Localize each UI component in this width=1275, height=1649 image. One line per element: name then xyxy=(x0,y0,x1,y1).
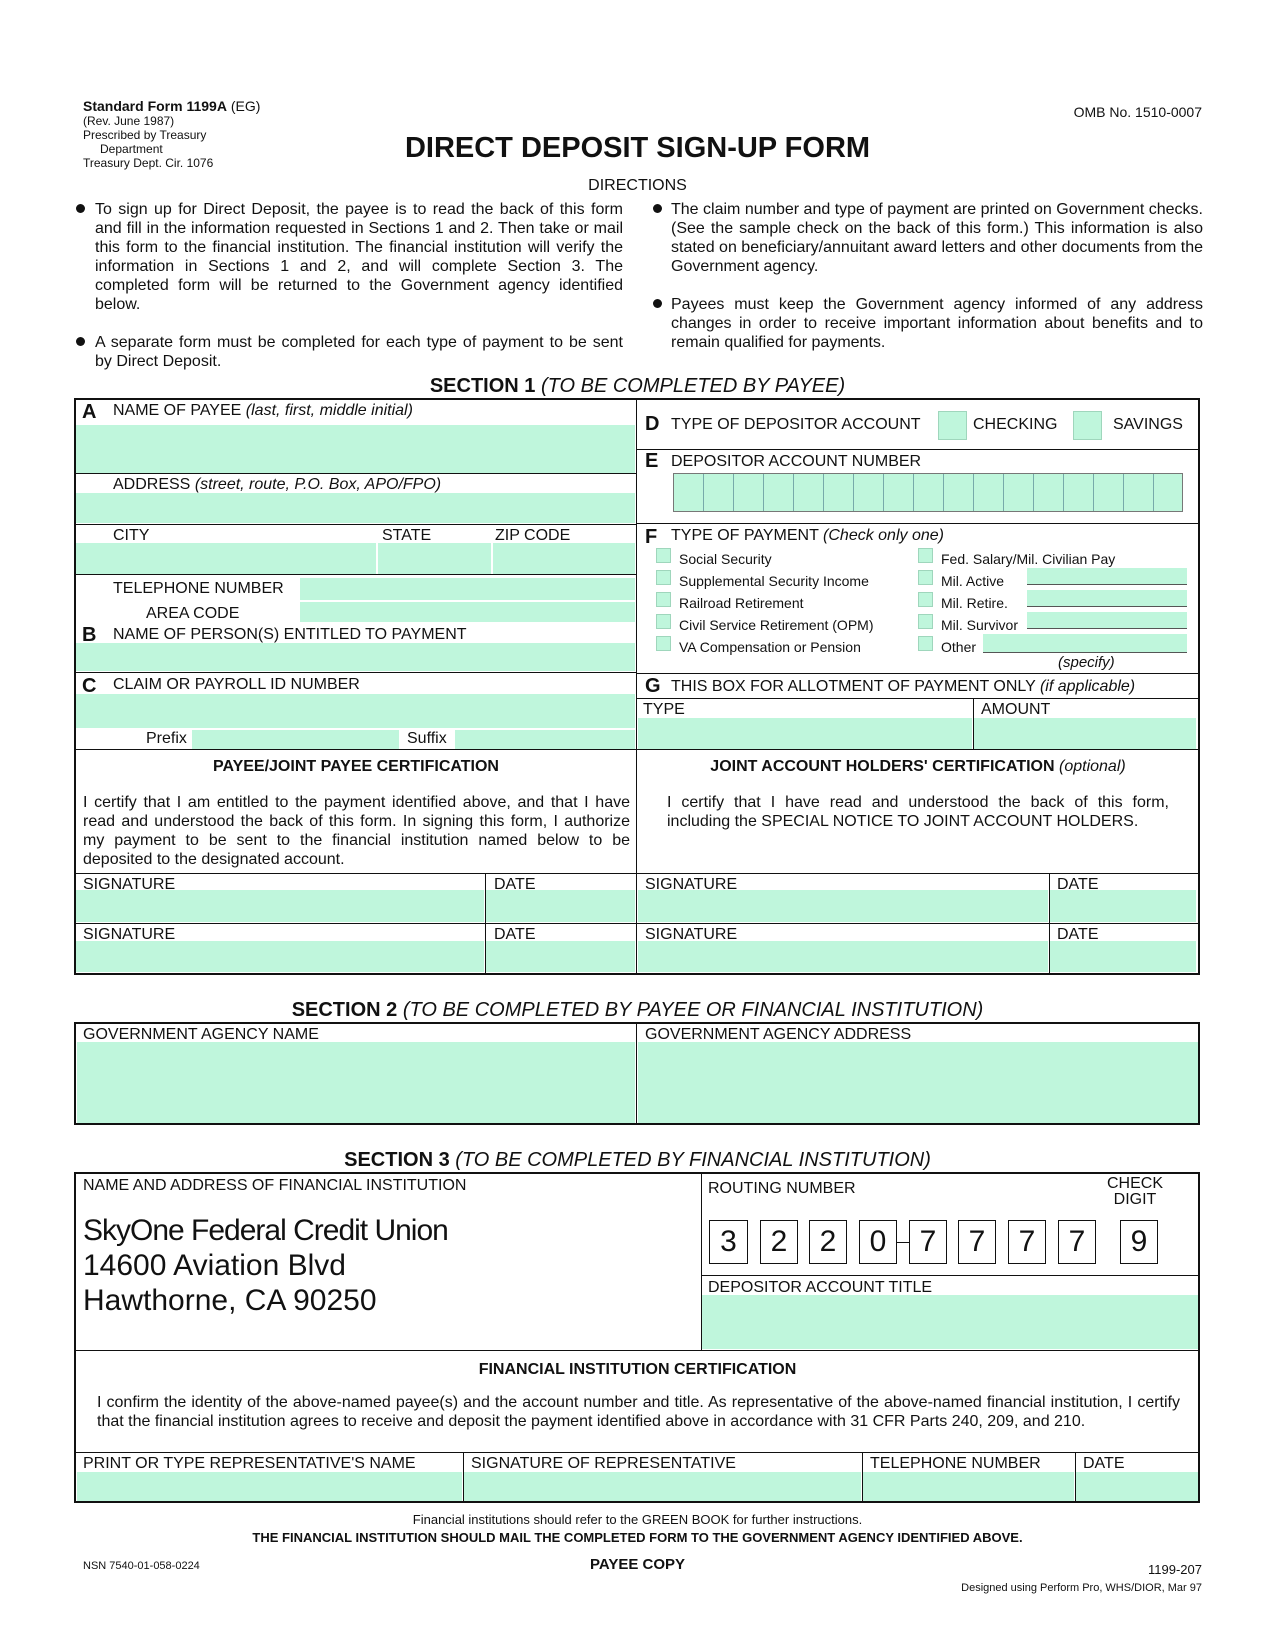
telephone-label: TELEPHONE NUMBER xyxy=(113,580,284,597)
area-code-field[interactable] xyxy=(300,602,635,622)
payment-option: Civil Service Retirement (OPM) xyxy=(679,617,874,633)
prefix-label: Prefix xyxy=(146,730,187,747)
direction-text: The claim number and type of payment are printed on Government checks. (See the sample check on the back of this form.) This information is also stated on beneficiary/annuitant award letters and other documents from the Government agency. xyxy=(671,201,1203,275)
mil-retire-field[interactable] xyxy=(1027,590,1187,606)
section-2-heading: SECTION 2 (TO BE COMPLETED BY PAYEE OR FINANCIAL INSTITUTION) xyxy=(291,999,984,1021)
rep-date-field[interactable] xyxy=(1076,1472,1198,1502)
section-letter: B xyxy=(82,624,97,646)
checking-label: CHECKING xyxy=(973,416,1058,433)
section-letter: E xyxy=(645,450,659,472)
form-number: 1199-207 xyxy=(1148,1562,1202,1577)
prefix-field[interactable] xyxy=(192,730,399,750)
form-revision: (Rev. June 1987) xyxy=(83,114,175,128)
section-letter: G xyxy=(645,675,661,697)
payment-option: Mil. Active xyxy=(941,573,1005,589)
routing-digit: 7 xyxy=(1008,1220,1046,1264)
mil-survivor-field[interactable] xyxy=(1027,612,1187,628)
payee-cert-text: I certify that I am entitled to the payment identified above, and that I have read and understood the back of this form. In signing this form, I authorize my payment to be sent to the financial institution named below to be deposited to the designated account. xyxy=(83,794,630,868)
section-letter: A xyxy=(82,401,97,423)
city-label: CITY xyxy=(113,527,150,544)
bullet-icon xyxy=(653,299,662,308)
bullet-icon xyxy=(76,204,85,213)
payment-checkbox[interactable] xyxy=(918,548,933,563)
green-book-note: Financial institutions should refer to the GREEN BOOK for further instructions. xyxy=(412,1512,863,1527)
date-field[interactable] xyxy=(486,890,635,922)
allotment-type-label: TYPE xyxy=(643,701,685,718)
zip-field[interactable] xyxy=(493,543,635,575)
claim-label: CLAIM OR PAYROLL ID NUMBER xyxy=(113,676,360,693)
section-3-heading: SECTION 3 (TO BE COMPLETED BY FINANCIAL INSTITUTION) xyxy=(344,1149,931,1171)
date-label: DATE xyxy=(1057,876,1099,893)
agency-address-label: GOVERNMENT AGENCY ADDRESS xyxy=(645,1026,912,1043)
treasury-circular: Treasury Dept. Cir. 1076 xyxy=(83,156,214,170)
omb-number: OMB No. 1510-0007 xyxy=(1073,104,1202,120)
routing-digit: 2 xyxy=(760,1220,798,1264)
directions-heading: DIRECTIONS xyxy=(588,177,687,194)
section-letter: F xyxy=(645,526,658,548)
direction-text: A separate form must be completed for each type of payment to be sent by Direct Deposit. xyxy=(95,334,623,370)
payment-option: Mil. Retire. xyxy=(941,595,1008,611)
signature-field[interactable] xyxy=(638,890,1048,922)
payee-name-label: NAME OF PAYEE (last, first, middle initial) xyxy=(113,402,413,419)
allotment-amount-field[interactable] xyxy=(974,718,1196,750)
payment-option: Mil. Survivor xyxy=(941,617,1019,633)
signature-field[interactable] xyxy=(76,890,484,922)
suffix-field[interactable] xyxy=(455,730,635,750)
routing-digit: 3 xyxy=(709,1220,748,1264)
date-field[interactable] xyxy=(1050,890,1196,922)
direction-text: Payees must keep the Government agency informed of any address changes in order to receive important information about benefits and to remain qualified for payments. xyxy=(671,296,1203,351)
payment-checkbox[interactable] xyxy=(656,614,671,629)
fi-street: 14600 Aviation Blvd xyxy=(83,1249,346,1282)
routing-label: ROUTING NUMBER xyxy=(708,1180,856,1197)
payee-cert-title: PAYEE/JOINT PAYEE CERTIFICATION xyxy=(213,758,499,775)
fi-cert-title: FINANCIAL INSTITUTION CERTIFICATION xyxy=(478,1361,797,1378)
joint-cert-title: JOINT ACCOUNT HOLDERS' CERTIFICATION (optional) xyxy=(710,758,1126,775)
rep-date-label: DATE xyxy=(1083,1455,1125,1472)
form-name: Standard Form 1199A xyxy=(83,98,227,114)
signature-field[interactable] xyxy=(76,941,484,972)
check-digit: 9 xyxy=(1120,1220,1158,1264)
payment-checkbox[interactable] xyxy=(918,570,933,585)
routing-digit: 0 xyxy=(859,1220,897,1264)
suffix-label: Suffix xyxy=(407,730,447,747)
designed-note: Designed using Perform Pro, WHS/DIOR, Mar 97 xyxy=(961,1582,1202,1594)
section-letter: D xyxy=(645,413,660,435)
entitled-label: NAME OF PERSON(S) ENTITLED TO PAYMENT xyxy=(113,626,467,643)
account-title-field[interactable] xyxy=(702,1295,1198,1349)
payee-copy-label: PAYEE COPY xyxy=(589,1556,686,1573)
payment-option: Other xyxy=(941,639,977,655)
state-field[interactable] xyxy=(378,543,491,575)
payment-checkbox[interactable] xyxy=(656,570,671,585)
city-field[interactable] xyxy=(76,543,376,575)
date-label: DATE xyxy=(1057,926,1099,943)
agency-name-label: GOVERNMENT AGENCY NAME xyxy=(83,1026,319,1043)
prescribed-line-1: Prescribed by Treasury xyxy=(83,128,207,142)
payment-option: Social Security xyxy=(679,551,772,567)
rep-phone-field[interactable] xyxy=(863,1472,1074,1502)
date-label: DATE xyxy=(494,926,536,943)
rep-signature-field[interactable] xyxy=(464,1472,861,1502)
joint-cert-text: I certify that I have read and understood the back of this form, including the SPECIAL NOTICE TO JOINT ACCOUNT HOLDERS. xyxy=(667,794,1169,830)
zip-label: ZIP CODE xyxy=(495,527,571,544)
payment-checkbox[interactable] xyxy=(918,636,933,651)
agency-name-field[interactable] xyxy=(77,1042,635,1123)
payment-option: Railroad Retirement xyxy=(679,595,804,611)
allotment-label: THIS BOX FOR ALLOTMENT OF PAYMENT ONLY (if applicable) xyxy=(671,678,1136,695)
payment-option: Fed. Salary/Mil. Civilian Pay xyxy=(941,551,1116,567)
account-number-label: DEPOSITOR ACCOUNT NUMBER xyxy=(671,453,922,470)
fi-cert-text: I confirm the identity of the above-named payee(s) and the account number and title. As representative of the above-named financial institution, I certify that the financial institution agrees to receive and deposit the payment identified above in accordance with 31 CFR Parts 240, 209, and 210. xyxy=(97,1394,1180,1430)
direction-text: To sign up for Direct Deposit, the payee is to read the back of this form and fill in the information requested in Sections 1 and 2. Then take or mail this form to the financial institution. The financial institution will verify the information in Sections 1 and 2, and will complete Section 3. The completed form will be returned to the Government agency identified below. xyxy=(95,201,623,313)
mail-notice: THE FINANCIAL INSTITUTION SHOULD MAIL THE COMPLETED FORM TO THE GOVERNMENT AGENCY IDENTIFIED ABOVE. xyxy=(252,1530,1023,1545)
routing-digit: 7 xyxy=(1058,1220,1096,1264)
rep-phone-label: TELEPHONE NUMBER xyxy=(870,1455,1041,1472)
date-field[interactable] xyxy=(1050,941,1196,972)
account-title-label: DEPOSITOR ACCOUNT TITLE xyxy=(708,1279,933,1296)
savings-label: SAVINGS xyxy=(1113,416,1183,433)
allotment-type-field[interactable] xyxy=(638,718,972,750)
payment-checkbox[interactable] xyxy=(918,614,933,629)
signature-label: SIGNATURE xyxy=(83,876,176,893)
checking-checkbox[interactable] xyxy=(938,411,967,440)
savings-checkbox[interactable] xyxy=(1073,411,1102,440)
mil-active-field[interactable] xyxy=(1027,568,1187,584)
payment-option: VA Compensation or Pension xyxy=(679,639,861,655)
section-letter: C xyxy=(82,675,97,697)
date-field[interactable] xyxy=(486,941,635,972)
rep-signature-label: SIGNATURE OF REPRESENTATIVE xyxy=(471,1455,736,1472)
allotment-amount-label: AMOUNT xyxy=(981,701,1051,718)
fi-name: SkyOne Federal Credit Union xyxy=(83,1214,448,1247)
address-field[interactable] xyxy=(76,493,635,523)
form-suffix: (EG) xyxy=(230,98,261,114)
fi-label: NAME AND ADDRESS OF FINANCIAL INSTITUTION xyxy=(83,1177,467,1194)
bullet-icon xyxy=(653,204,662,213)
signature-field[interactable] xyxy=(638,941,1048,972)
signature-label: SIGNATURE xyxy=(645,926,738,943)
address-label: ADDRESS (street, route, P.O. Box, APO/FPO) xyxy=(113,476,442,493)
specify-label: (specify) xyxy=(1058,654,1115,671)
rep-name-field[interactable] xyxy=(77,1472,462,1502)
payment-checkbox[interactable] xyxy=(918,592,933,607)
rep-name-label: PRINT OR TYPE REPRESENTATIVE'S NAME xyxy=(83,1455,416,1472)
entitled-person-field[interactable] xyxy=(76,643,635,671)
prescribed-line-2: Department xyxy=(100,142,163,156)
payment-checkbox[interactable] xyxy=(656,548,671,563)
nsn-number: NSN 7540-01-058-0224 xyxy=(83,1560,200,1572)
payment-checkbox[interactable] xyxy=(656,636,671,651)
routing-digit: 2 xyxy=(809,1220,847,1264)
section-1-heading: SECTION 1 (TO BE COMPLETED BY PAYEE) xyxy=(429,375,846,397)
payee-name-field[interactable] xyxy=(76,425,635,473)
other-specify-field[interactable] xyxy=(983,634,1187,652)
telephone-field[interactable] xyxy=(300,578,635,600)
signature-label: SIGNATURE xyxy=(83,926,176,943)
check-digit-label: CHECK DIGIT xyxy=(1106,1175,1163,1208)
fi-city: Hawthorne, CA 90250 xyxy=(83,1284,377,1317)
payment-option: Supplemental Security Income xyxy=(679,573,869,589)
date-label: DATE xyxy=(494,876,536,893)
claim-number-field[interactable] xyxy=(76,694,635,728)
bullet-icon xyxy=(76,337,85,346)
agency-address-field[interactable] xyxy=(638,1042,1198,1123)
signature-label: SIGNATURE xyxy=(645,876,738,893)
state-label: STATE xyxy=(382,527,432,544)
depositor-type-label: TYPE OF DEPOSITOR ACCOUNT xyxy=(671,416,921,433)
payment-checkbox[interactable] xyxy=(656,592,671,607)
account-number-field[interactable] xyxy=(673,473,1183,512)
area-code-label: AREA CODE xyxy=(146,605,240,622)
payment-type-label: TYPE OF PAYMENT (Check only one) xyxy=(671,527,944,544)
routing-digit: 7 xyxy=(958,1220,996,1264)
form-title: DIRECT DEPOSIT SIGN-UP FORM xyxy=(404,132,871,164)
routing-digit: 7 xyxy=(909,1220,947,1264)
